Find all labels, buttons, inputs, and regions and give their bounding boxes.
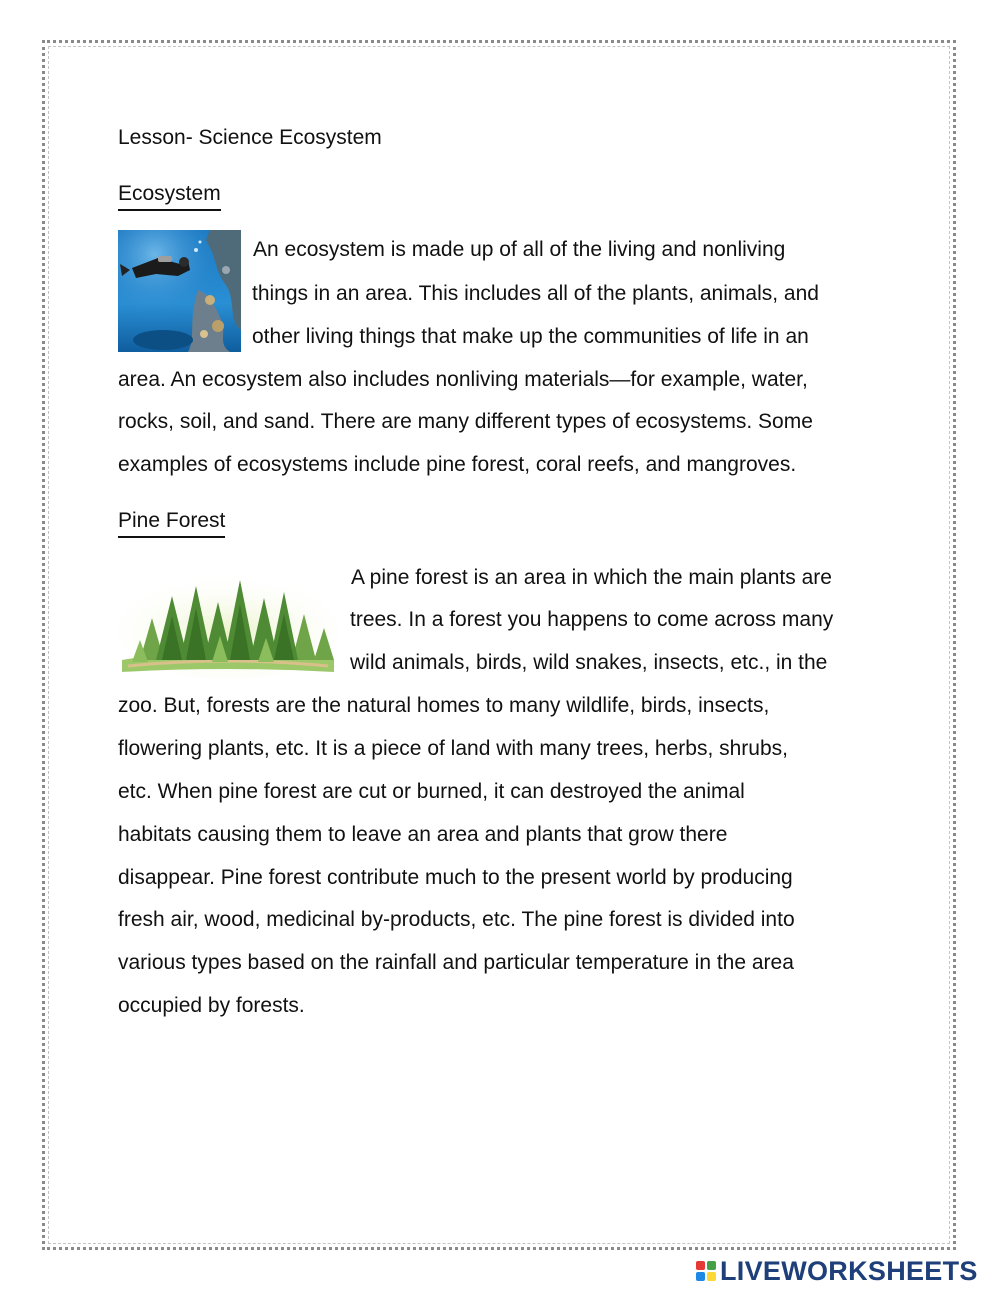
ecosystem-text-line: other living things that make up the communities of life in an — [252, 325, 809, 348]
logo-square — [696, 1261, 705, 1270]
ecosystem-text-line: area. An ecosystem also includes nonliving materials—for example, water, — [118, 368, 808, 391]
pine-forest-text-line: occupied by forests. — [118, 994, 305, 1017]
pine-forest-text-line: wild animals, birds, wild snakes, insects, etc., in the — [350, 651, 828, 674]
section-heading-pine-forest: Pine Forest — [118, 509, 225, 538]
logo-square — [707, 1272, 716, 1281]
pine-forest-text-line: various types based on the rainfall and particular temperature in the area — [118, 951, 794, 974]
pine-trees-illustration — [118, 556, 338, 678]
pine-forest-text-line: disappear. Pine forest contribute much to the present world by producing — [118, 866, 793, 889]
diver-coral-reef-image — [118, 230, 241, 352]
liveworksheets-wordmark: LIVEWORKSHEETS — [720, 1255, 978, 1286]
pine-forest-text-line: zoo. But, forests are the natural homes to many wildlife, birds, insects, — [118, 694, 770, 717]
ecosystem-text-line: things in an area. This includes all of the plants, animals, and — [252, 282, 819, 305]
lesson-title: Lesson- Science Ecosystem — [118, 126, 382, 149]
pine-trees-image — [118, 556, 338, 678]
ecosystem-text-line: rocks, soil, and sand. There are many different types of ecosystems. Some — [118, 410, 813, 433]
diver-coral-reef-illustration — [118, 230, 241, 352]
logo-square — [707, 1261, 716, 1270]
pine-forest-text-line: flowering plants, etc. It is a piece of land with many trees, herbs, shrubs, — [118, 737, 788, 760]
pine-forest-text-line: etc. When pine forest are cut or burned, it can destroyed the animal — [118, 780, 745, 803]
ecosystem-text-line: examples of ecosystems include pine forest, coral reefs, and mangroves. — [118, 453, 797, 476]
pine-forest-text-line: trees. In a forest you happens to come across many — [350, 608, 834, 631]
liveworksheets-logo[interactable] — [696, 1255, 978, 1287]
pine-forest-text-line: habitats causing them to leave an area and plants that grow there — [118, 823, 728, 846]
logo-square — [696, 1272, 705, 1281]
liveworksheets-mark-icon — [696, 1261, 716, 1281]
pine-forest-text-line: A pine forest is an area in which the main plants are — [351, 566, 832, 589]
section-heading-ecosystem: Ecosystem — [118, 182, 221, 211]
pine-forest-text-line: fresh air, wood, medicinal by-products, etc. The pine forest is divided into — [118, 908, 795, 931]
ecosystem-text-line: An ecosystem is made up of all of the living and nonliving — [253, 238, 786, 261]
